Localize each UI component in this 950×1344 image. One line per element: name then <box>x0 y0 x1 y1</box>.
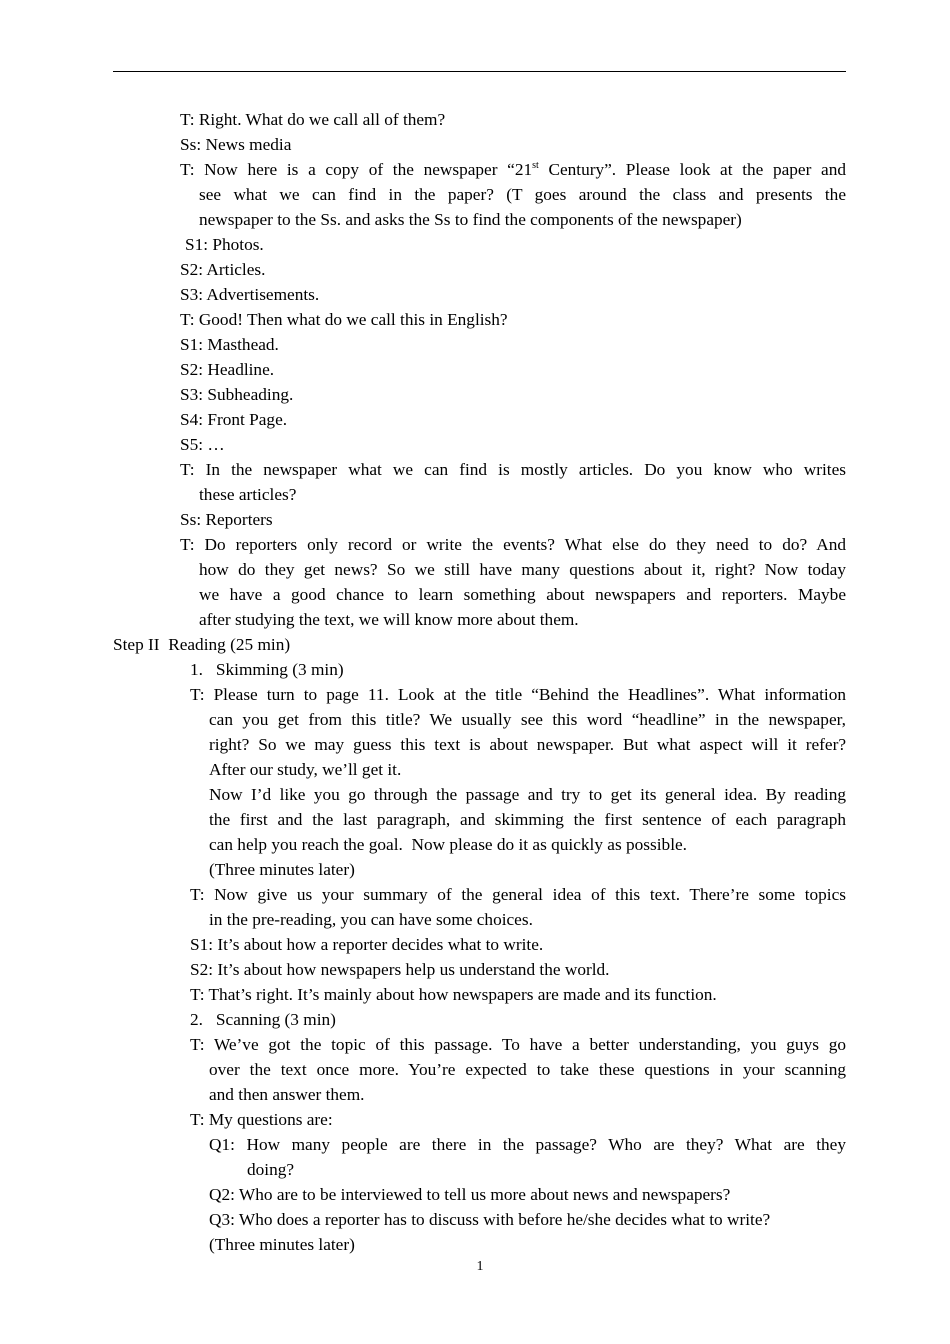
text-line: can help you reach the goal. Now please do it as quickly as possible. <box>209 835 687 854</box>
text-line: T: Good! Then what do we call this in English? <box>180 310 508 329</box>
text-line: see what we can find in the paper? (T goes around the class and presents the <box>199 185 846 204</box>
text-line: S1: Photos. <box>185 235 264 254</box>
page-number: 1 <box>476 1259 484 1274</box>
text-line: Ss: Reporters <box>180 510 273 529</box>
text-line: S2: It’s about how newspapers help us understand the world. <box>190 960 610 979</box>
text-line: over the text once more. You’re expected to take these questions in your scanning <box>209 1060 846 1079</box>
text-line: Q2: Who are to be interviewed to tell us more about news and newspapers? <box>209 1185 731 1204</box>
text-line: newspaper to the Ss. and asks the Ss to find the components of the newspaper) <box>199 210 742 229</box>
list-item-heading: 2. Scanning (3 min) <box>190 1010 336 1029</box>
text-line: in the pre-reading, you can have some choices. <box>209 910 533 929</box>
text-line: S4: Front Page. <box>180 410 288 429</box>
list-item-heading: 1. Skimming (3 min) <box>190 660 344 679</box>
text-line: S1: Masthead. <box>180 335 279 354</box>
text-line: how do they get news? So we still have many questions about it, right? Now today <box>199 560 846 579</box>
text-line: these articles? <box>199 485 297 504</box>
text-line: T: My questions are: <box>190 1110 333 1129</box>
superscript-st: st <box>532 160 539 172</box>
text-line: S3: Subheading. <box>180 385 294 404</box>
text-line: we have a good chance to learn something about newspapers and reporters. Maybe <box>199 585 846 604</box>
text-line: T: In the newspaper what we can find is mostly articles. Do you know who writes <box>180 460 846 479</box>
text-line: After our study, we’ll get it. <box>209 760 402 779</box>
text-line: doing? <box>247 1160 295 1179</box>
text-line: Q1: How many people are there in the passage? Who are they? What are they <box>209 1135 846 1154</box>
text-line: and then answer them. <box>209 1085 365 1104</box>
text-line: S2: Headline. <box>180 360 275 379</box>
text-line: T: Now give us your summary of the general idea of this text. There’re some topics <box>190 885 846 904</box>
header-rule <box>113 71 846 72</box>
text-line: can you get from this title? We usually see this word “headline” in the newspaper, <box>209 710 846 729</box>
text-line: T: Do reporters only record or write the events? What else do they need to do? And <box>180 535 846 554</box>
section-heading: Step II Reading (25 min) <box>113 635 291 654</box>
text-line: (Three minutes later) <box>209 1235 355 1254</box>
text-line: (Three minutes later) <box>209 860 355 879</box>
text-line: S3: Advertisements. <box>180 285 320 304</box>
text-line: S1: It’s about how a reporter decides what to write. <box>190 935 544 954</box>
text-line: Q3: Who does a reporter has to discuss with before he/she decides what to write? <box>209 1210 771 1229</box>
text-line: Ss: News media <box>180 135 292 154</box>
text-line: S5: … <box>180 435 225 454</box>
text-line: Now I’d like you go through the passage and try to get its general idea. By reading <box>209 785 846 804</box>
text-line: T: That’s right. It’s mainly about how newspapers are made and its function. <box>190 985 717 1004</box>
text-line: the first and the last paragraph, and skimming the first sentence of each paragraph <box>209 810 846 829</box>
text-line: right? So we may guess this text is about newspaper. But what aspect will it refer? <box>209 735 846 754</box>
text-line: S2: Articles. <box>180 260 266 279</box>
text-line: T: Right. What do we call all of them? <box>180 110 446 129</box>
text-line: after studying the text, we will know more about them. <box>199 610 579 629</box>
text-line: T: Now here is a copy of the newspaper “21st Century”. Please look at the paper and <box>180 160 846 179</box>
text-line: T: We’ve got the topic of this passage. To have a better understanding, you guys go <box>190 1035 846 1054</box>
text-line: T: Please turn to page 11. Look at the title “Behind the Headlines”. What information <box>190 685 846 704</box>
